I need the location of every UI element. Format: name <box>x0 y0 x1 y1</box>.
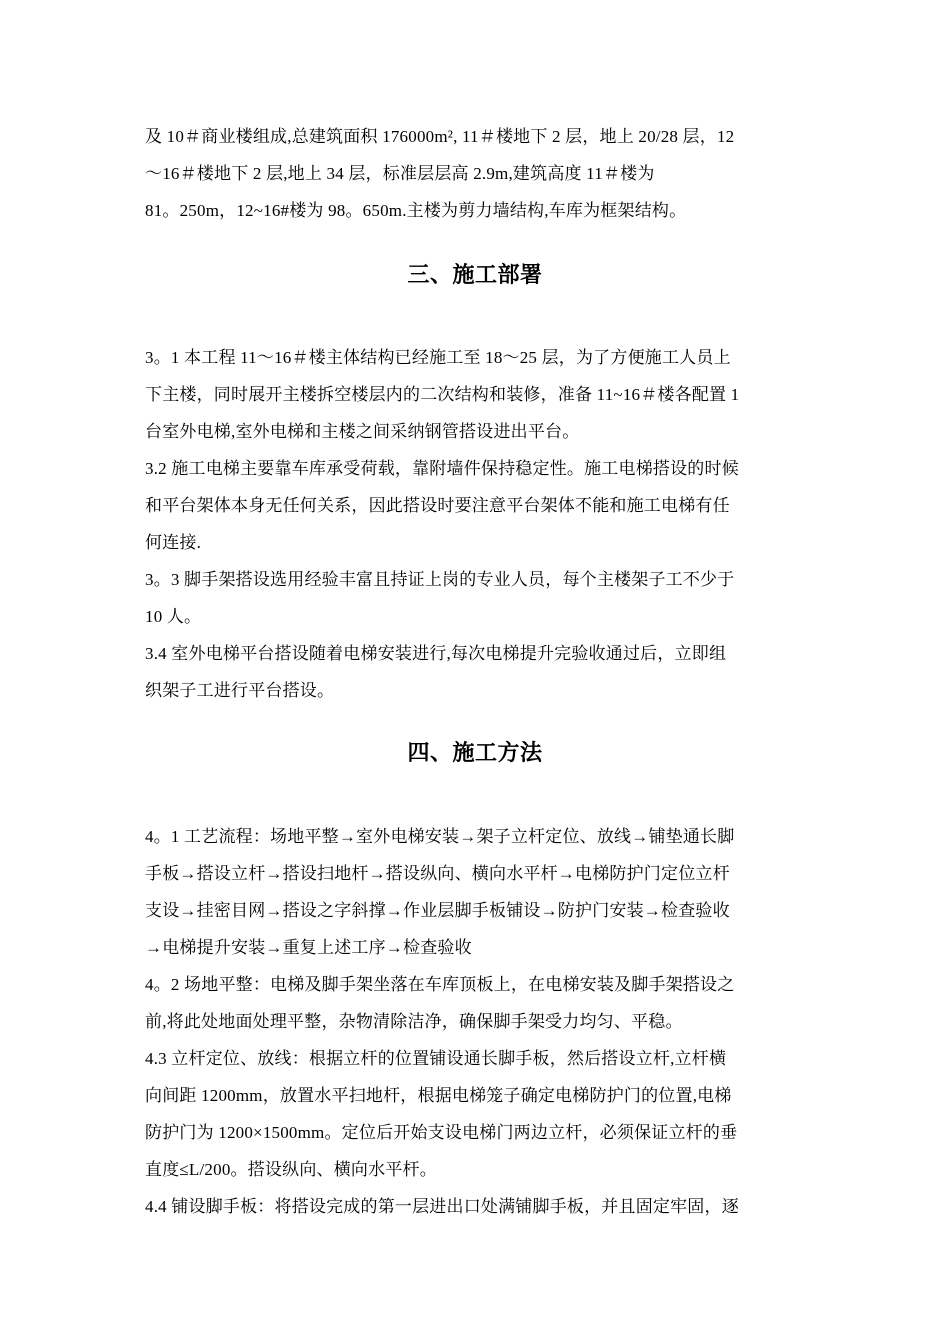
text-line: 3。1 本工程 11～16＃楼主体结构已经施工至 18～25 层，为了方便施工人员上 <box>145 348 731 367</box>
paragraph-3-2 <box>145 450 810 561</box>
paragraph-4-2 <box>145 966 810 1040</box>
paragraph-4-1 <box>145 818 810 966</box>
text-line: 何连接. <box>145 533 202 552</box>
text-line: 3.2 施工电梯主要靠车库承受荷载，靠附墙件保持稳定性。施工电梯搭设的时候 <box>145 459 739 478</box>
text-line: 织架子工进行平台搭设。 <box>145 681 335 700</box>
paragraph-3-4 <box>145 635 810 709</box>
text-line: 及 10＃商业楼组成,总建筑面积 176000m², 11＃楼地下 2 层，地上 20/28 层，12 <box>145 127 735 146</box>
intro-paragraph <box>145 118 810 229</box>
text-line: 手板→搭设立杆→搭设扫地杆→搭设纵向、横向水平杆→电梯防护门定位立杆 <box>145 864 730 883</box>
paragraph-3-1 <box>145 339 810 450</box>
text-line: 81。250m，12~16#楼为 98。650m.主楼为剪力墙结构,车库为框架结构。 <box>145 201 687 220</box>
text-line: 下主楼，同时展开主楼拆空楼层内的二次结构和装修，准备 11~16＃楼各配置 1 <box>145 385 740 404</box>
text-line: 直度≤L/200。搭设纵向、横向水平杆。 <box>145 1160 437 1179</box>
text-line: →电梯提升安装→重复上述工序→检查验收 <box>145 938 472 957</box>
paragraph-4-3 <box>145 1040 810 1188</box>
text-line: 向间距 1200mm，放置水平扫地杆，根据电梯笼子确定电梯防护门的位置,电梯 <box>145 1086 732 1105</box>
text-line: 防护门为 1200×1500mm。定位后开始支设电梯门两边立杆，必须保证立杆的垂 <box>145 1123 738 1142</box>
paragraph-4-4 <box>145 1188 810 1225</box>
text-line: 4。2 场地平整：电梯及脚手架坐落在车库顶板上，在电梯安装及脚手架搭设之 <box>145 975 735 994</box>
text-line: 10 人。 <box>145 607 202 626</box>
text-line: 支设→挂密目网→搭设之字斜撑→作业层脚手板铺设→防护门安装→检查验收 <box>145 901 730 920</box>
text-line: 4.4 铺设脚手板：将搭设完成的第一层进出口处满铺脚手板，并且固定牢固，逐 <box>145 1197 739 1216</box>
section-3-heading: 三、施工部署 <box>407 262 543 287</box>
text-line: ～16＃楼地下 2 层,地上 34 层，标准层层高 2.9m,建筑高度 11＃楼为 <box>145 164 655 183</box>
text-line: 4.3 立杆定位、放线：根据立杆的位置铺设通长脚手板，然后搭设立杆,立杆横 <box>145 1049 727 1068</box>
text-line: 前,将此处地面处理平整，杂物清除洁净，确保脚手架受力均匀、平稳。 <box>145 1012 683 1031</box>
section-4-heading: 四、施工方法 <box>407 740 543 765</box>
text-line: 4。1 工艺流程：场地平整→室外电梯安装→架子立杆定位、放线→铺垫通长脚 <box>145 827 735 846</box>
text-line: 3.4 室外电梯平台搭设随着电梯安装进行,每次电梯提升完验收通过后，立即组 <box>145 644 727 663</box>
text-line: 和平台架体本身无任何关系，因此搭设时要注意平台架体不能和施工电梯有任 <box>145 496 730 515</box>
paragraph-3-3 <box>145 561 810 635</box>
text-line: 台室外电梯,室外电梯和主楼之间采纳钢管搭设进出平台。 <box>145 422 580 441</box>
text-line: 3。3 脚手架搭设选用经验丰富且持证上岗的专业人员，每个主楼架子工不少于 <box>145 570 735 589</box>
